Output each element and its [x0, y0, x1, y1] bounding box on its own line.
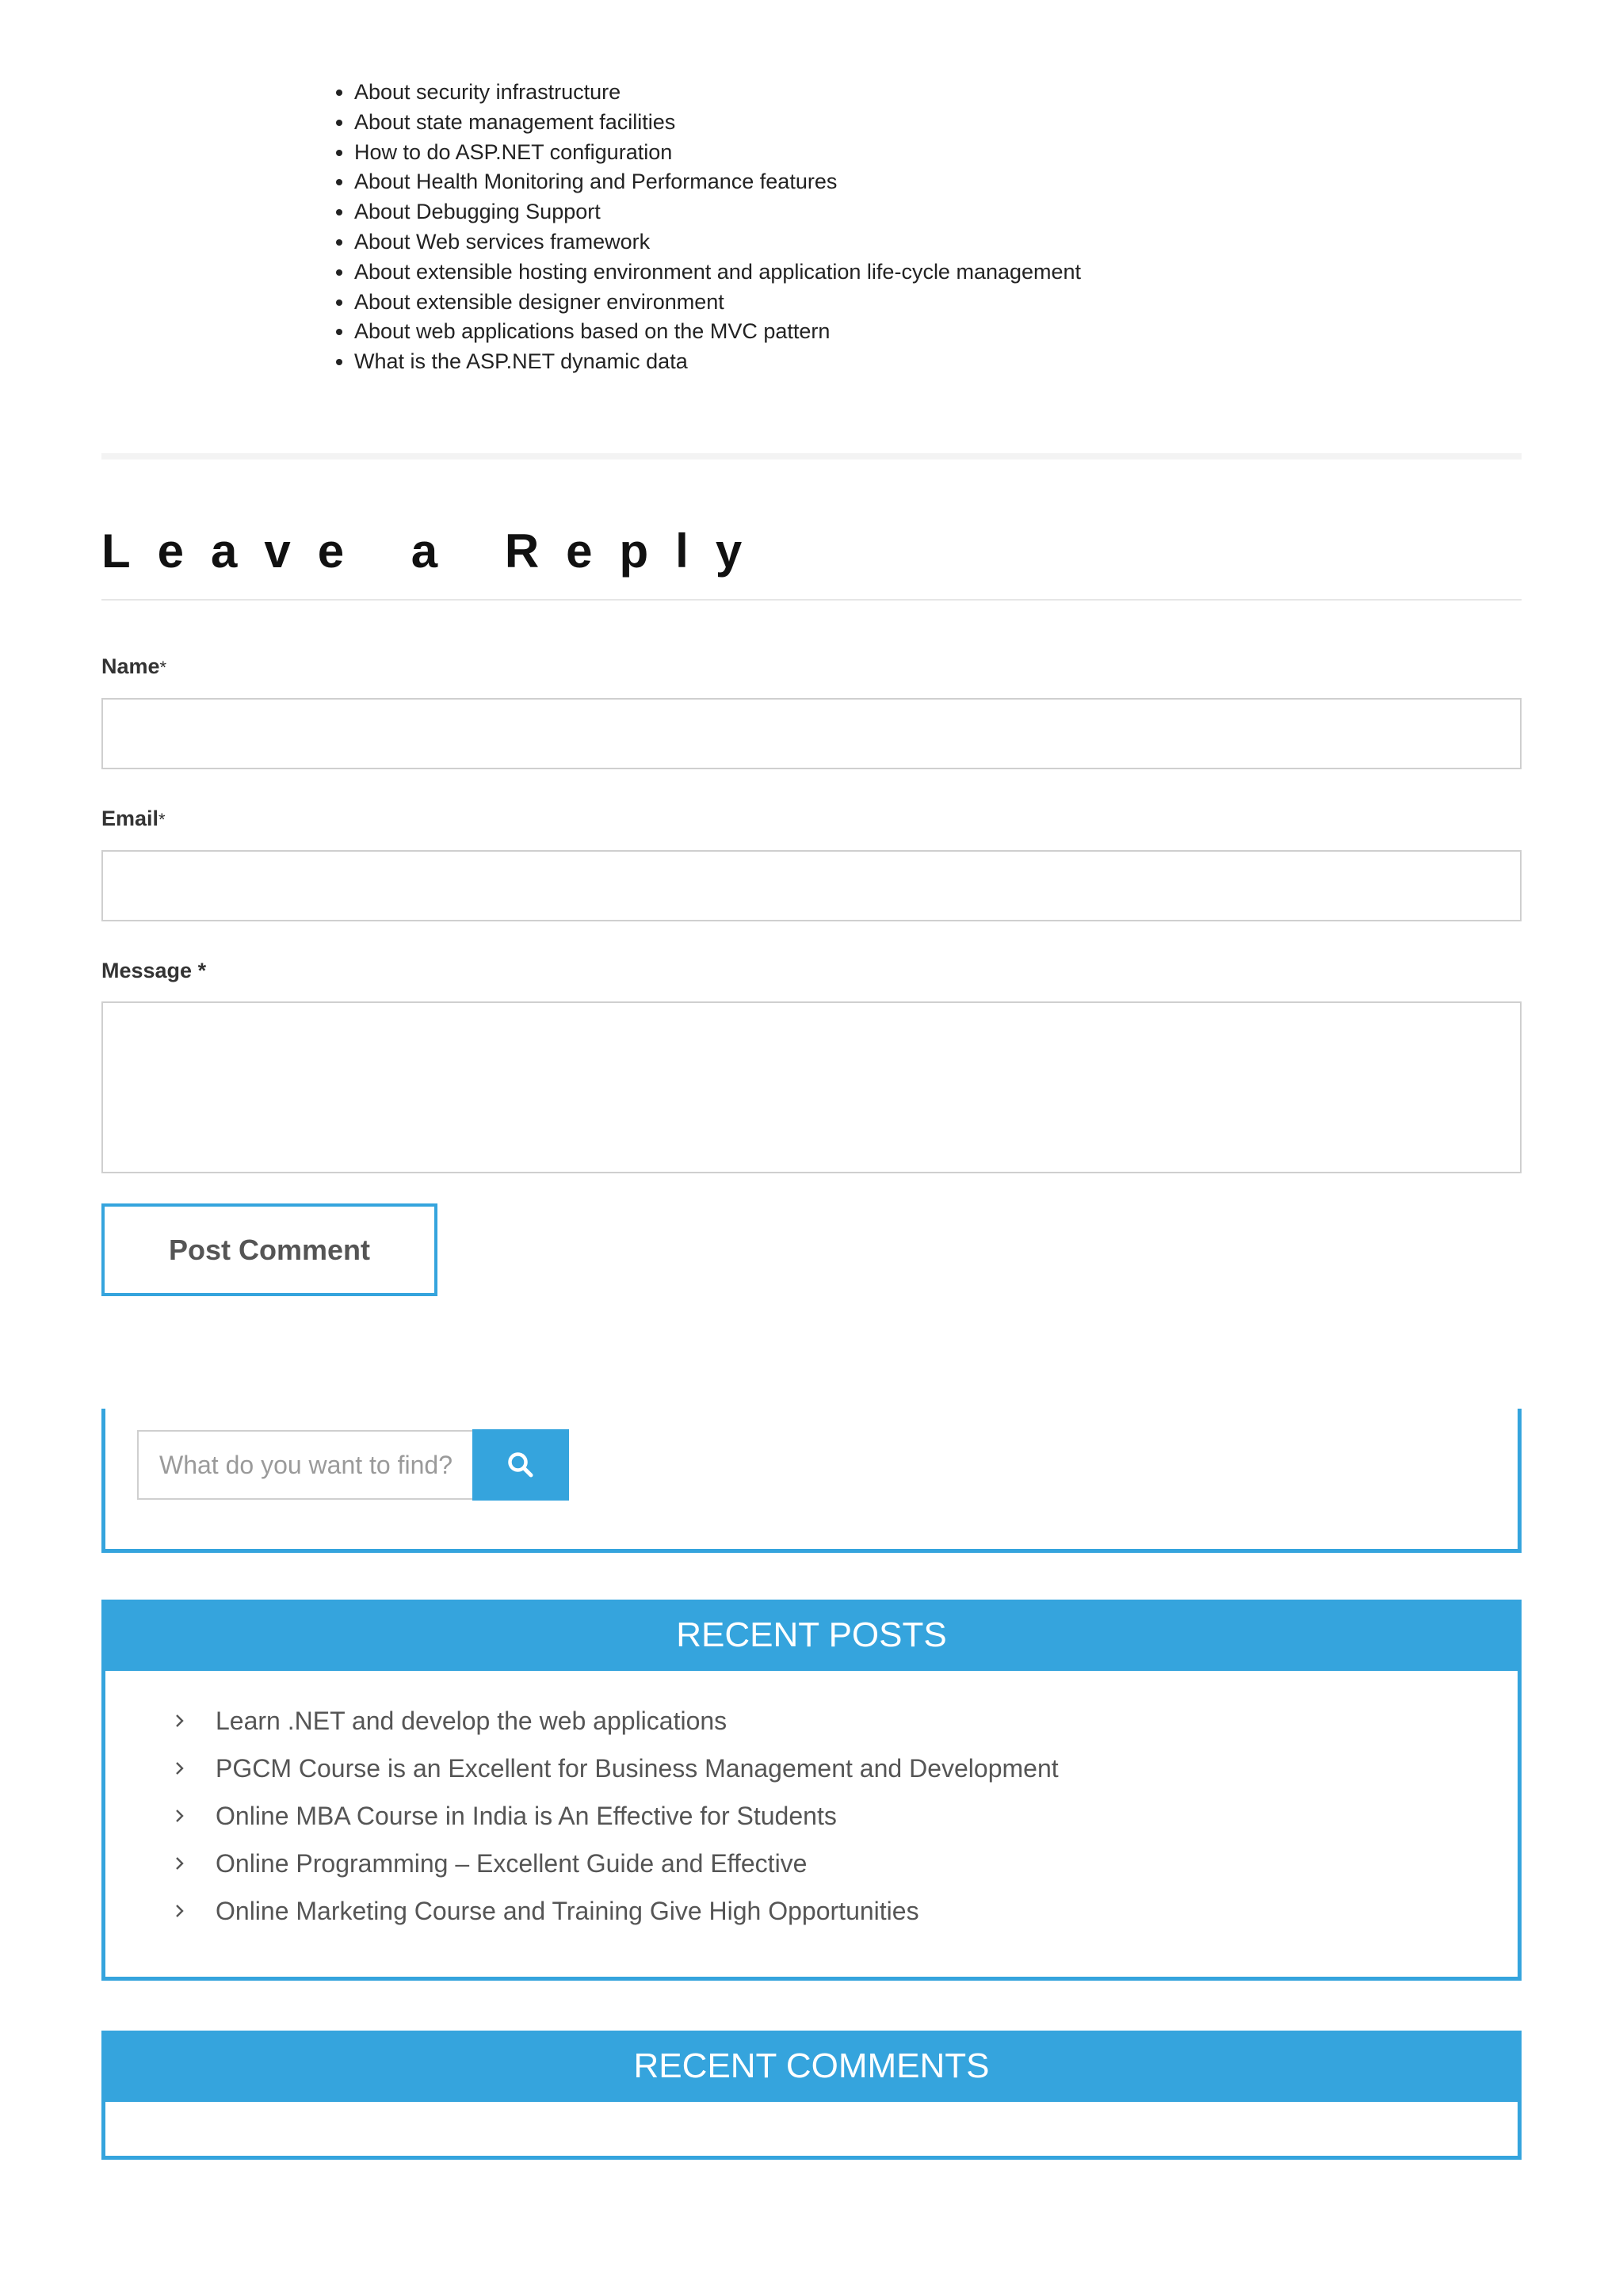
email-label: Email*: [101, 807, 166, 830]
post-comment-button[interactable]: Post Comment: [101, 1203, 437, 1296]
name-label: Name*: [101, 654, 167, 678]
chevron-right-icon: [174, 1855, 216, 1872]
recent-posts-header: RECENT POSTS: [101, 1600, 1522, 1671]
topic-list: [354, 78, 1081, 377]
topic-item: • About web applications based on the MVC pattern: [354, 317, 1081, 347]
recent-post-link[interactable]: Online MBA Course in India is An Effective for Students: [174, 1792, 1059, 1840]
required-mark: *: [158, 810, 166, 830]
name-field[interactable]: [101, 698, 1522, 769]
recent-comments-header: RECENT COMMENTS: [101, 2031, 1522, 2102]
email-field[interactable]: [101, 850, 1522, 921]
topic-item: • About Web services framework: [354, 227, 1081, 257]
recent-post-link[interactable]: Online Marketing Course and Training Give High Opportunities: [174, 1887, 1059, 1935]
recent-comments-widget: [101, 2102, 1522, 2160]
search-button[interactable]: [472, 1429, 569, 1501]
topic-item: • About state management facilities: [354, 108, 1081, 138]
chevron-right-icon: [174, 1712, 216, 1730]
topic-item: • About extensible hosting environment and application life-cycle management: [354, 257, 1081, 288]
search-icon: [506, 1451, 535, 1479]
search-input[interactable]: [137, 1430, 474, 1500]
topic-item: • About extensible designer environment: [354, 288, 1081, 318]
recent-post-link[interactable]: PGCM Course is an Excellent for Business Management and Development: [174, 1745, 1059, 1792]
topic-item: • About Debugging Support: [354, 197, 1081, 227]
recent-posts-list: [174, 1697, 1059, 1935]
topic-item: • About Health Monitoring and Performance features: [354, 167, 1081, 197]
reply-heading-rule: [101, 599, 1522, 601]
chevron-right-icon: [174, 1807, 216, 1825]
topic-item: • About security infrastructure: [354, 78, 1081, 108]
topic-item: • How to do ASP.NET configuration: [354, 138, 1081, 168]
required-mark: *: [159, 658, 167, 677]
chevron-right-icon: [174, 1902, 216, 1920]
message-field[interactable]: [101, 1001, 1522, 1173]
chevron-right-icon: [174, 1760, 216, 1777]
section-divider: [101, 453, 1522, 460]
topic-item: • What is the ASP.NET dynamic data: [354, 347, 1081, 377]
message-label: Message *: [101, 959, 207, 982]
recent-post-link[interactable]: Online Programming – Excellent Guide and Effective: [174, 1840, 1059, 1887]
recent-post-link[interactable]: Learn .NET and develop the web applications: [174, 1697, 1059, 1745]
reply-heading: Leave a Reply: [101, 524, 769, 578]
